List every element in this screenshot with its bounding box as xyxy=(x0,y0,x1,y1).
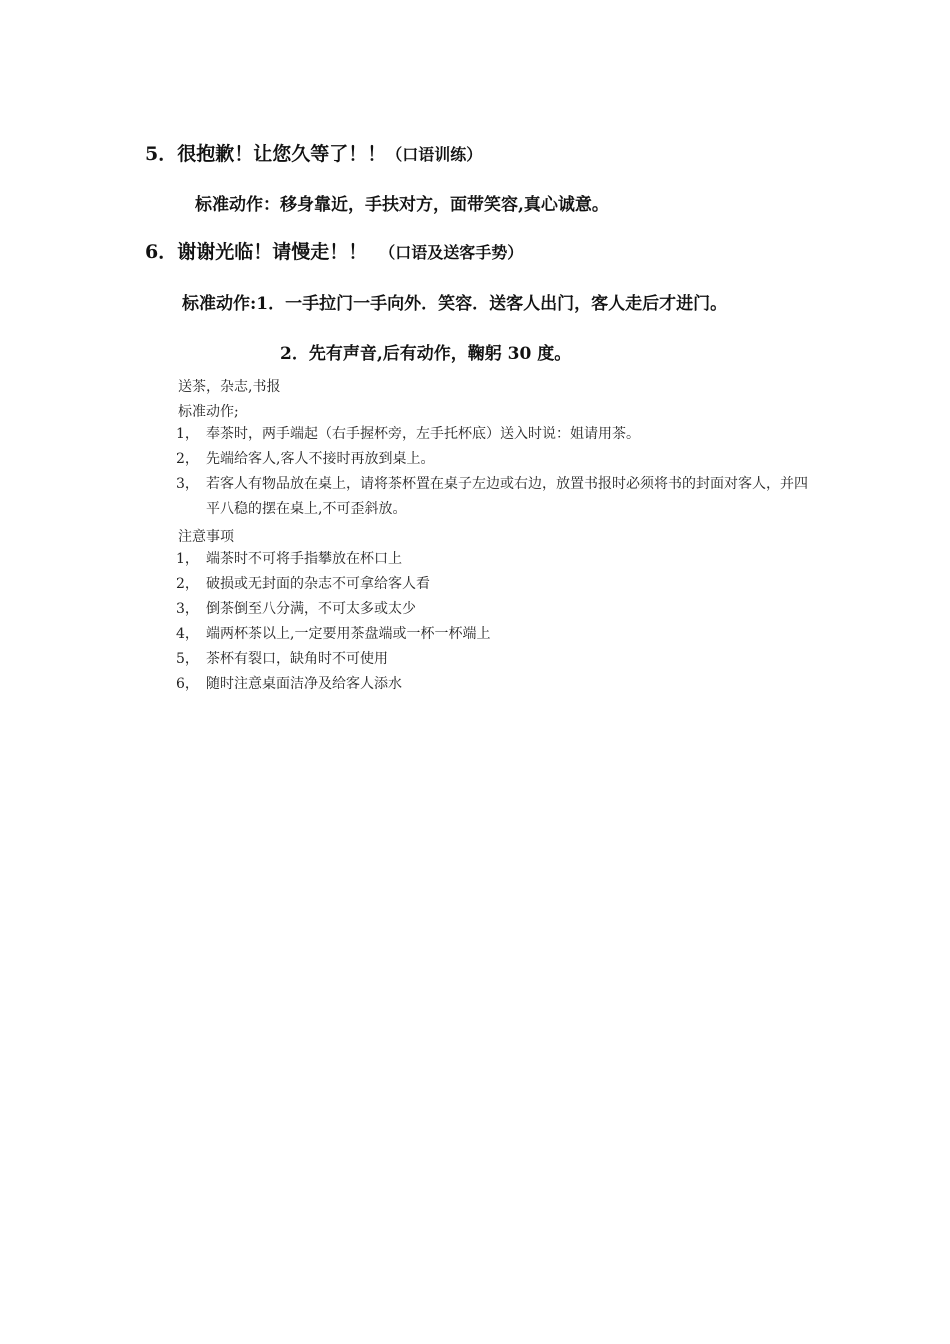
section-6-heading xyxy=(145,237,523,264)
tea-note xyxy=(176,672,816,697)
tea-note-text: 端茶时不可将手指攀放在杯口上 xyxy=(206,551,402,567)
tea-note-text: 倒茶倒至八分满，不可太多或太少 xyxy=(206,601,416,617)
tea-note xyxy=(176,547,816,572)
section-6-title: 6．谢谢光临！请慢走！！ xyxy=(145,241,368,263)
tea-note-number: 6， xyxy=(176,676,199,692)
section-6-standard-1: 标准动作:1．一手拉门一手向外．笑容．送客人出门，客人走后才进门。 xyxy=(182,294,728,314)
tea-note xyxy=(176,647,816,672)
tea-title: 送茶，杂志,书报 xyxy=(178,379,281,395)
tea-note-number: 5， xyxy=(176,651,199,667)
tea-step-text: 若客人有物品放在桌上，请将茶杯置在桌子左边或右边，放置书报时必须将书的封面对客人，并四平八稳的摆在桌上,不可歪斜放。 xyxy=(206,476,808,517)
section-5-title: 5．很抱歉！让您久等了！！ xyxy=(145,143,387,165)
tea-step-number: 2， xyxy=(176,451,199,467)
tea-note xyxy=(176,622,816,647)
tea-step xyxy=(176,422,816,447)
tea-note-number: 2， xyxy=(176,576,199,592)
tea-note xyxy=(176,597,816,622)
tea-standard-label: 标准动作; xyxy=(178,404,239,420)
section-5-note: （口语训练） xyxy=(386,145,483,164)
tea-step-number: 3， xyxy=(176,476,199,492)
tea-note-number: 4， xyxy=(176,626,199,642)
tea-step-number: 1， xyxy=(176,426,199,442)
tea-step-text: 奉茶时，两手端起（右手握杯旁，左手托杯底）送入时说：姐请用茶。 xyxy=(206,426,640,442)
tea-note-text: 随时注意桌面洁净及给客人添水 xyxy=(206,676,402,692)
tea-step xyxy=(176,472,816,522)
section-6-standard-2: 2．先有声音,后有动作，鞠躬 30 度。 xyxy=(280,344,572,364)
tea-notes-label: 注意事项 xyxy=(178,529,234,545)
tea-note-number: 1， xyxy=(176,551,199,567)
tea-note-text: 破损或无封面的杂志不可拿给客人看 xyxy=(206,576,430,592)
tea-step xyxy=(176,447,816,472)
tea-note-text: 茶杯有裂口，缺角时不可使用 xyxy=(206,651,388,667)
tea-note-text: 端两杯茶以上,一定要用茶盘端或一杯一杯端上 xyxy=(206,626,491,642)
tea-note-number: 3， xyxy=(176,601,199,617)
section-5-heading xyxy=(145,139,482,166)
section-6-note: （口语及送客手势） xyxy=(379,243,524,262)
tea-note xyxy=(176,572,816,597)
section-5-standard: 标准动作：移身靠近，手扶对方，面带笑容,真心诚意。 xyxy=(195,195,609,215)
tea-step-text: 先端给客人,客人不接时再放到桌上。 xyxy=(206,451,435,467)
